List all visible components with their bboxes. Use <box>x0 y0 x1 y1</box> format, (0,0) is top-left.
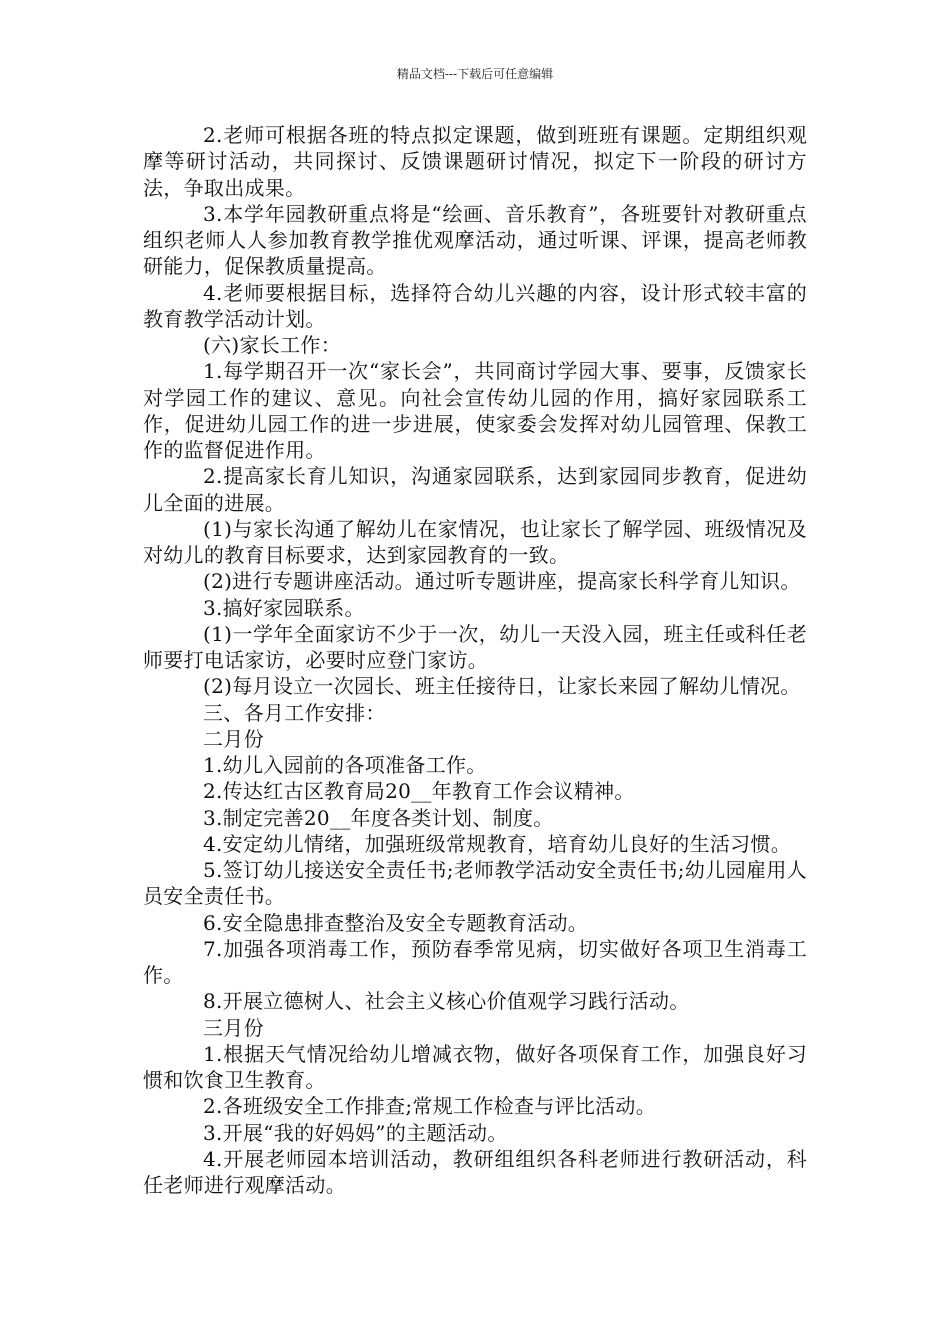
paragraph: (2)每月设立一次园长、班主任接待日，让家长来园了解幼儿情况。 <box>203 674 801 699</box>
section-heading: (六)家长工作： <box>203 333 342 357</box>
paragraph: 2.提高家长育儿知识，沟通家园联系，达到家园同步教育，促进幼儿全面的进展。 <box>143 464 807 515</box>
paragraph: 4.安定幼儿情绪，加强班级常规教育，培育幼儿良好的生活习惯。 <box>203 831 792 856</box>
paragraph: 4.开展老师园本培训活动，教研组组织各科老师进行教研活动，科任老师进行观摩活动。 <box>143 1146 807 1197</box>
page-header: 精品文档---下载后可任意编辑 <box>396 67 554 81</box>
paragraph: 2.传达红古区教育局20__年教育工作会议精神。 <box>203 779 635 804</box>
paragraph: 3.本学年园教研重点将是“绘画、音乐教育”，各班要针对教研重点组织老师人人参加教育教学推优观摩活动，通过听课、评课，提高老师教研能力，促保教质量提高。 <box>143 201 807 279</box>
paragraph: 4.老师要根据目标，选择符合幼儿兴趣的内容，设计形式较丰富的教育教学活动计划。 <box>143 280 807 331</box>
paragraph: (1)与家长沟通了解幼儿在家情况，也让家长了解学园、班级情况及对幼儿的教育目标要求，达到家园教育的一致。 <box>143 516 807 567</box>
paragraph: (2)进行专题讲座活动。通过听专题讲座，提高家长科学育儿知识。 <box>203 569 801 594</box>
paragraph: 2.各班级安全工作排查;常规工作检查与评比活动。 <box>203 1094 657 1119</box>
paragraph: 3.搞好家园联系。 <box>203 595 365 620</box>
paragraph: 1.幼儿入园前的各项准备工作。 <box>203 753 487 777</box>
paragraph: 8.开展立德树人、社会主义核心价值观学习践行活动。 <box>203 989 690 1014</box>
paragraph: 2.老师可根据各班的特点拟定课题，做到班班有课题。定期组织观摩等研讨活动，共同探讨、反馈课题研讨情况，拟定下一阶段的研讨方法，争取出成果。 <box>143 123 807 200</box>
paragraph: 3.开展“我的好妈妈”的主题活动。 <box>203 1120 508 1145</box>
paragraph: 3.制定完善20__年度各类计划、制度。 <box>203 805 554 830</box>
paragraph: 1.根据天气情况给幼儿增减衣物，做好各项保育工作，加强良好习惯和饮食卫生教育。 <box>143 1041 807 1092</box>
paragraph: 5.签订幼儿接送安全责任书;老师教学活动安全责任书;幼儿园雇用人员安全责任书。 <box>143 858 807 909</box>
paragraph: 1.每学期召开一次“家长会”，共同商讨学园大事、要事，反馈家长对学园工作的建议、意见。向社会宣传幼儿园的作用，搞好家园联系工作，促进幼儿园工作的进一步进展，使家委会发挥对幼儿园管理、保教工作的监督促进作用。 <box>143 359 807 462</box>
month-heading: 二月份 <box>203 726 264 751</box>
month-heading: 三月份 <box>203 1015 264 1040</box>
paragraph: (1)一学年全面家访不少于一次，幼儿一天没入园，班主任或科任老师要打电话家访，必要时应登门家访。 <box>143 621 807 672</box>
document-body <box>143 122 807 1198</box>
paragraph: 7.加强各项消毒工作，预防春季常见病，切实做好各项卫生消毒工作。 <box>143 936 807 987</box>
section-heading: 三、各月工作安排： <box>203 700 386 725</box>
paragraph: 6.安全隐患排查整治及安全专题教育活动。 <box>203 910 589 935</box>
